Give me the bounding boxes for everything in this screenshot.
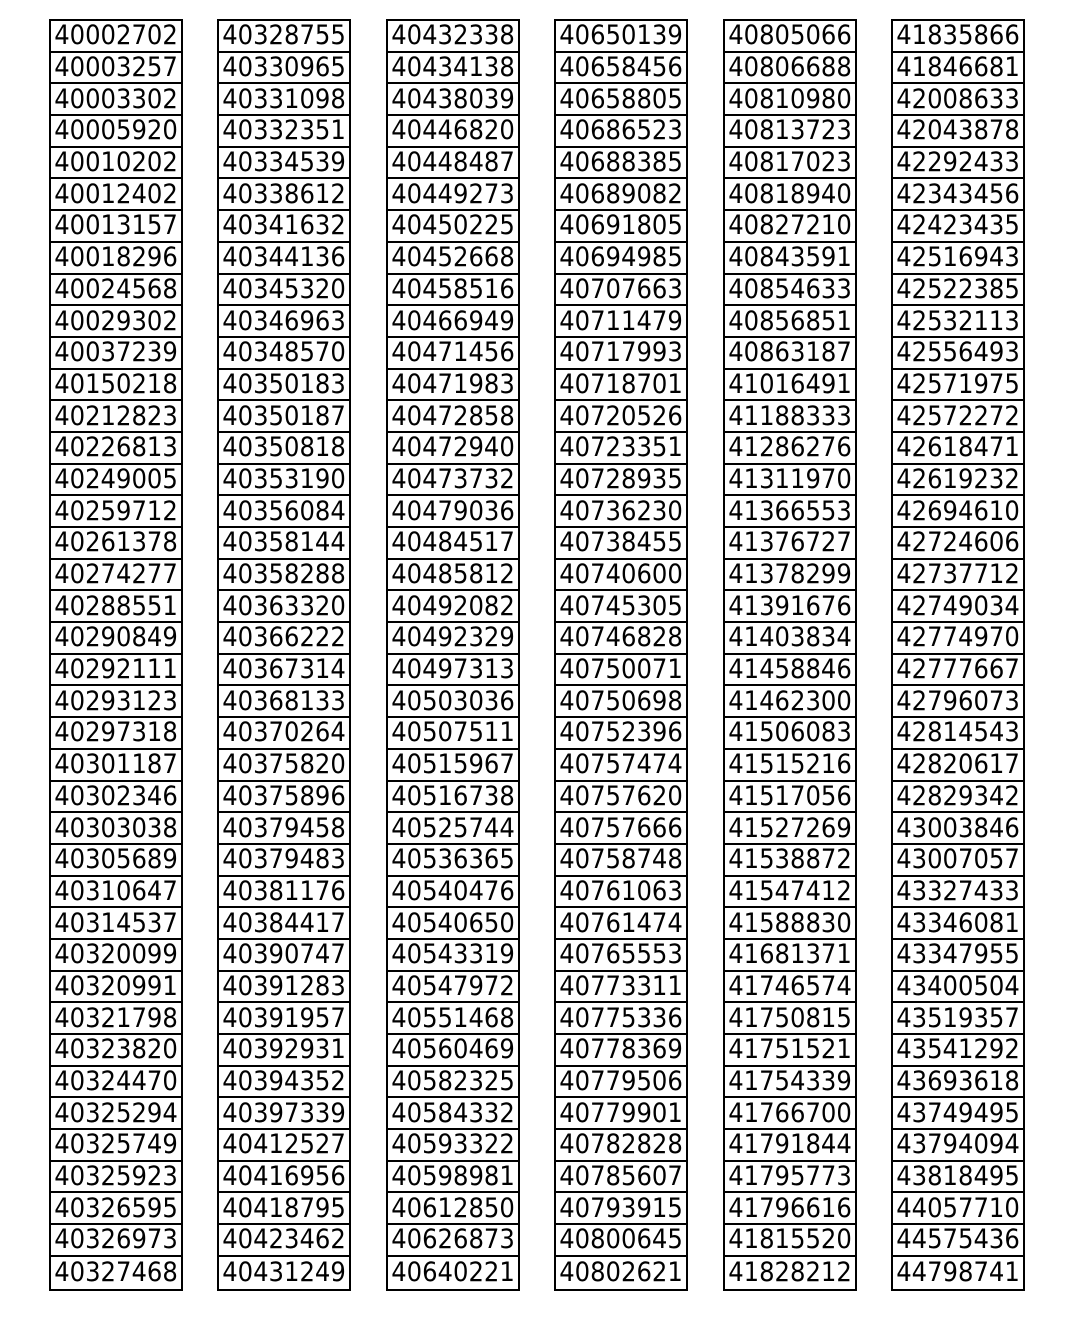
number-cell: 40325923 — [51, 1162, 181, 1194]
number-cell: 40779901 — [556, 1098, 686, 1130]
number-cell: 40431249 — [222, 1257, 346, 1289]
number-cell: 41791844 — [725, 1130, 855, 1162]
number-cell: 40452668 — [388, 243, 518, 275]
number-cell: 40261378 — [51, 528, 181, 560]
number-cell: 43003846 — [893, 813, 1023, 845]
number-cell: 40003257 — [51, 53, 181, 85]
number-cell: 40325294 — [51, 1098, 181, 1130]
number-cell: 40350183 — [219, 370, 349, 402]
number-cell: 40484517 — [388, 528, 518, 560]
number-cell: 40728935 — [556, 465, 686, 497]
number-cell: 40856851 — [725, 306, 855, 338]
number-cell: 40723351 — [556, 433, 686, 465]
number-cell: 42774970 — [893, 623, 1023, 655]
number-cell: 42796073 — [893, 686, 1023, 718]
number-cell: 40658456 — [556, 53, 686, 85]
number-cell: 43519357 — [893, 1003, 1023, 1035]
number-cell: 40449273 — [388, 179, 518, 211]
number-cell: 40466949 — [388, 306, 518, 338]
number-column-6 — [891, 19, 1025, 1291]
number-cell: 43693618 — [893, 1067, 1023, 1099]
number-cell: 40782828 — [556, 1130, 686, 1162]
number-cell: 40800645 — [556, 1225, 686, 1257]
number-cell: 40448487 — [388, 148, 518, 180]
number-cell: 40761474 — [556, 908, 686, 940]
number-cell: 42292433 — [893, 148, 1023, 180]
number-cell: 43400504 — [893, 972, 1023, 1004]
number-cell: 40752396 — [556, 718, 686, 750]
number-cell: 40344136 — [219, 243, 349, 275]
number-cell: 40560469 — [388, 1035, 518, 1067]
number-cell: 41188333 — [725, 401, 855, 433]
number-cell: 40323820 — [51, 1035, 181, 1067]
number-cell: 40293123 — [51, 686, 181, 718]
number-cell: 41766700 — [725, 1098, 855, 1130]
number-cell: 40718701 — [556, 370, 686, 402]
number-cell: 40310647 — [51, 877, 181, 909]
number-cell: 40473732 — [388, 465, 518, 497]
number-cell: 40434138 — [388, 53, 518, 85]
number-cell: 40366222 — [219, 623, 349, 655]
number-cell: 42572272 — [893, 401, 1023, 433]
number-cell: 40640221 — [391, 1257, 515, 1289]
number-cell: 40381176 — [219, 877, 349, 909]
number-cell: 40249005 — [51, 465, 181, 497]
number-cell: 40593322 — [388, 1130, 518, 1162]
number-cell: 40005920 — [51, 116, 181, 148]
number-cell: 41846681 — [893, 53, 1023, 85]
number-cell: 40301187 — [51, 750, 181, 782]
number-cell: 43541292 — [893, 1035, 1023, 1067]
number-cell: 41538872 — [725, 845, 855, 877]
number-cell: 40321798 — [51, 1003, 181, 1035]
number-cell: 42343456 — [893, 179, 1023, 211]
number-cell: 40303038 — [51, 813, 181, 845]
number-cell: 40827210 — [725, 211, 855, 243]
number-cell: 40779506 — [556, 1067, 686, 1099]
number-cell: 41378299 — [725, 560, 855, 592]
number-cell: 40367314 — [219, 655, 349, 687]
number-cell: 40375896 — [219, 782, 349, 814]
number-cell: 40761063 — [556, 877, 686, 909]
number-cell: 40391283 — [219, 972, 349, 1004]
number-cell: 40598981 — [388, 1162, 518, 1194]
number-cell: 40740600 — [556, 560, 686, 592]
number-cell: 41751521 — [725, 1035, 855, 1067]
number-cell: 40150218 — [51, 370, 181, 402]
number-cell: 40438039 — [388, 84, 518, 116]
number-cell: 44575436 — [893, 1225, 1023, 1257]
number-cell: 40471456 — [388, 338, 518, 370]
number-cell: 40471983 — [388, 370, 518, 402]
number-cell: 40775336 — [556, 1003, 686, 1035]
number-cell: 40392931 — [219, 1035, 349, 1067]
number-cell: 40331098 — [219, 84, 349, 116]
number-cell: 41403834 — [725, 623, 855, 655]
number-cell: 41376727 — [725, 528, 855, 560]
number-cell: 42724606 — [893, 528, 1023, 560]
number-cell: 40738455 — [556, 528, 686, 560]
number-cell: 40328755 — [219, 21, 349, 53]
number-cell: 41815520 — [725, 1225, 855, 1257]
number-cell: 40707663 — [556, 275, 686, 307]
number-cell: 41754339 — [725, 1067, 855, 1099]
number-cell: 42008633 — [893, 84, 1023, 116]
number-cell: 42043878 — [893, 116, 1023, 148]
number-cell: 41515216 — [725, 750, 855, 782]
number-cell: 40292111 — [51, 655, 181, 687]
number-column-4 — [554, 19, 688, 1291]
number-cell: 41506083 — [725, 718, 855, 750]
number-cell: 40416956 — [219, 1162, 349, 1194]
number-cell: 40334539 — [219, 148, 349, 180]
number-cell: 40720526 — [556, 401, 686, 433]
number-cell: 40297318 — [51, 718, 181, 750]
number-cell: 40717993 — [556, 338, 686, 370]
number-cell: 40863187 — [725, 338, 855, 370]
number-cell: 40003302 — [51, 84, 181, 116]
number-cell: 40024568 — [51, 275, 181, 307]
number-cell: 40479036 — [388, 496, 518, 528]
number-cell: 42619232 — [893, 465, 1023, 497]
number-cell: 40525744 — [388, 813, 518, 845]
number-cell: 44057710 — [893, 1193, 1023, 1225]
number-cell: 42694610 — [893, 496, 1023, 528]
number-cell: 41462300 — [725, 686, 855, 718]
number-cell: 40446820 — [388, 116, 518, 148]
number-cell: 43007057 — [893, 845, 1023, 877]
number-cell: 40691805 — [556, 211, 686, 243]
number-cell: 40338612 — [219, 179, 349, 211]
number-cell: 40503036 — [388, 686, 518, 718]
number-cell: 40450225 — [388, 211, 518, 243]
number-cell: 41750815 — [725, 1003, 855, 1035]
number-cell: 40348570 — [219, 338, 349, 370]
number-cell: 40002702 — [51, 21, 181, 53]
number-cell: 40037239 — [51, 338, 181, 370]
number-cell: 40658805 — [556, 84, 686, 116]
number-cell: 40757474 — [556, 750, 686, 782]
number-cell: 40551468 — [388, 1003, 518, 1035]
number-cell: 40626873 — [388, 1225, 518, 1257]
number-cell: 40758748 — [556, 845, 686, 877]
number-cell: 40515967 — [388, 750, 518, 782]
number-cell: 40423462 — [219, 1225, 349, 1257]
number-cell: 40773311 — [556, 972, 686, 1004]
number-cell: 40397339 — [219, 1098, 349, 1130]
number-cell: 40689082 — [556, 179, 686, 211]
number-cell: 40368133 — [219, 686, 349, 718]
number-cell: 40345320 — [219, 275, 349, 307]
number-cell: 40818940 — [725, 179, 855, 211]
number-cell: 40472940 — [388, 433, 518, 465]
number-cell: 40813723 — [725, 116, 855, 148]
number-cell: 42829342 — [893, 782, 1023, 814]
number-cell: 40290849 — [51, 623, 181, 655]
number-cell: 40018296 — [51, 243, 181, 275]
number-cell: 40497313 — [388, 655, 518, 687]
number-cell: 40817023 — [725, 148, 855, 180]
number-cell: 41588830 — [725, 908, 855, 940]
number-cell: 40745305 — [556, 591, 686, 623]
number-cell: 40350187 — [219, 401, 349, 433]
number-cell: 40750698 — [556, 686, 686, 718]
number-cell: 42749034 — [893, 591, 1023, 623]
number-cell: 40785607 — [556, 1162, 686, 1194]
number-cell: 40485812 — [388, 560, 518, 592]
number-cell: 40492329 — [388, 623, 518, 655]
number-cell: 40516738 — [388, 782, 518, 814]
number-cell: 43749495 — [893, 1098, 1023, 1130]
number-cell: 40314537 — [51, 908, 181, 940]
number-cell: 41527269 — [725, 813, 855, 845]
number-cell: 40746828 — [556, 623, 686, 655]
number-cell: 40688385 — [556, 148, 686, 180]
number-column-1 — [49, 19, 183, 1291]
number-cell: 40757620 — [556, 782, 686, 814]
number-cell: 41391676 — [725, 591, 855, 623]
number-cell: 42532113 — [893, 306, 1023, 338]
number-cell: 40686523 — [556, 116, 686, 148]
number-cell: 40757666 — [556, 813, 686, 845]
number-cell: 40358144 — [219, 528, 349, 560]
number-cell: 40472858 — [388, 401, 518, 433]
number-cell: 40356084 — [219, 496, 349, 528]
number-cell: 40353190 — [219, 465, 349, 497]
number-cell: 40326595 — [51, 1193, 181, 1225]
number-cell: 40854633 — [725, 275, 855, 307]
number-cell: 40363320 — [219, 591, 349, 623]
number-cell: 40327468 — [54, 1257, 178, 1289]
number-cell: 40326973 — [51, 1225, 181, 1257]
number-cell: 40806688 — [725, 53, 855, 85]
number-column-2 — [217, 19, 351, 1291]
number-cell: 40288551 — [51, 591, 181, 623]
number-cell: 40375820 — [219, 750, 349, 782]
number-cell: 40765553 — [556, 940, 686, 972]
number-cell: 40793915 — [556, 1193, 686, 1225]
number-cell: 40320991 — [51, 972, 181, 1004]
number-cell: 44798741 — [896, 1257, 1020, 1289]
number-cell: 40320099 — [51, 940, 181, 972]
number-cell: 42777667 — [893, 655, 1023, 687]
number-cell: 40325749 — [51, 1130, 181, 1162]
number-column-3 — [386, 19, 520, 1291]
number-cell: 40540650 — [388, 908, 518, 940]
number-cell: 43346081 — [893, 908, 1023, 940]
number-cell: 40384417 — [219, 908, 349, 940]
number-cell: 40412527 — [219, 1130, 349, 1162]
number-cell: 40843591 — [725, 243, 855, 275]
number-cell: 40379458 — [219, 813, 349, 845]
number-cell: 41458846 — [725, 655, 855, 687]
number-cell: 40432338 — [388, 21, 518, 53]
number-cell: 40305689 — [51, 845, 181, 877]
number-cell: 40341632 — [219, 211, 349, 243]
number-cell: 40536365 — [388, 845, 518, 877]
number-cell: 41286276 — [725, 433, 855, 465]
number-cell: 40736230 — [556, 496, 686, 528]
number-cell: 42814543 — [893, 718, 1023, 750]
number-cell: 42820617 — [893, 750, 1023, 782]
number-cell: 40010202 — [51, 148, 181, 180]
number-cell: 40358288 — [219, 560, 349, 592]
number-cell: 40805066 — [725, 21, 855, 53]
number-cell: 40370264 — [219, 718, 349, 750]
number-cell: 40226813 — [51, 433, 181, 465]
number-cell: 40346963 — [219, 306, 349, 338]
number-cell: 41828212 — [728, 1257, 852, 1289]
number-cell: 40012402 — [51, 179, 181, 211]
number-cell: 40778369 — [556, 1035, 686, 1067]
number-cell: 40029302 — [51, 306, 181, 338]
number-cell: 40418795 — [219, 1193, 349, 1225]
number-cell: 40391957 — [219, 1003, 349, 1035]
number-cell: 43327433 — [893, 877, 1023, 909]
number-cell: 40259712 — [51, 496, 181, 528]
number-cell: 40543319 — [388, 940, 518, 972]
number-cell: 40711479 — [556, 306, 686, 338]
number-cell: 40324470 — [51, 1067, 181, 1099]
number-cell: 42423435 — [893, 211, 1023, 243]
number-cell: 40350818 — [219, 433, 349, 465]
number-cell: 40390747 — [219, 940, 349, 972]
number-cell: 40492082 — [388, 591, 518, 623]
number-cell: 40650139 — [556, 21, 686, 53]
number-cell: 40810980 — [725, 84, 855, 116]
number-cell: 40584332 — [388, 1098, 518, 1130]
number-cell: 41796616 — [725, 1193, 855, 1225]
number-cell: 42522385 — [893, 275, 1023, 307]
number-cell: 43794094 — [893, 1130, 1023, 1162]
number-cell: 40332351 — [219, 116, 349, 148]
number-cell: 40302346 — [51, 782, 181, 814]
number-cell: 43818495 — [893, 1162, 1023, 1194]
number-cell: 42516943 — [893, 243, 1023, 275]
number-cell: 40540476 — [388, 877, 518, 909]
number-cell: 40379483 — [219, 845, 349, 877]
number-cell: 41311970 — [725, 465, 855, 497]
number-cell: 41366553 — [725, 496, 855, 528]
number-cell: 40750071 — [556, 655, 686, 687]
number-cell: 42571975 — [893, 370, 1023, 402]
number-cell: 40330965 — [219, 53, 349, 85]
number-cell: 41746574 — [725, 972, 855, 1004]
number-cell: 41835866 — [893, 21, 1023, 53]
number-column-5 — [723, 19, 857, 1291]
number-cell: 41795773 — [725, 1162, 855, 1194]
number-cell: 40547972 — [388, 972, 518, 1004]
number-cell: 40458516 — [388, 275, 518, 307]
number-cell: 40013157 — [51, 211, 181, 243]
number-cell: 40274277 — [51, 560, 181, 592]
number-cell: 42618471 — [893, 433, 1023, 465]
number-cell: 41016491 — [725, 370, 855, 402]
number-cell: 43347955 — [893, 940, 1023, 972]
number-cell: 41547412 — [725, 877, 855, 909]
number-cell: 40802621 — [559, 1257, 683, 1289]
number-cell: 40582325 — [388, 1067, 518, 1099]
number-cell: 42737712 — [893, 560, 1023, 592]
number-cell: 40612850 — [388, 1193, 518, 1225]
number-cell: 41681371 — [725, 940, 855, 972]
number-cell: 42556493 — [893, 338, 1023, 370]
number-cell: 40394352 — [219, 1067, 349, 1099]
number-cell: 40212823 — [51, 401, 181, 433]
number-cell: 40507511 — [388, 718, 518, 750]
number-cell: 40694985 — [556, 243, 686, 275]
number-cell: 41517056 — [725, 782, 855, 814]
